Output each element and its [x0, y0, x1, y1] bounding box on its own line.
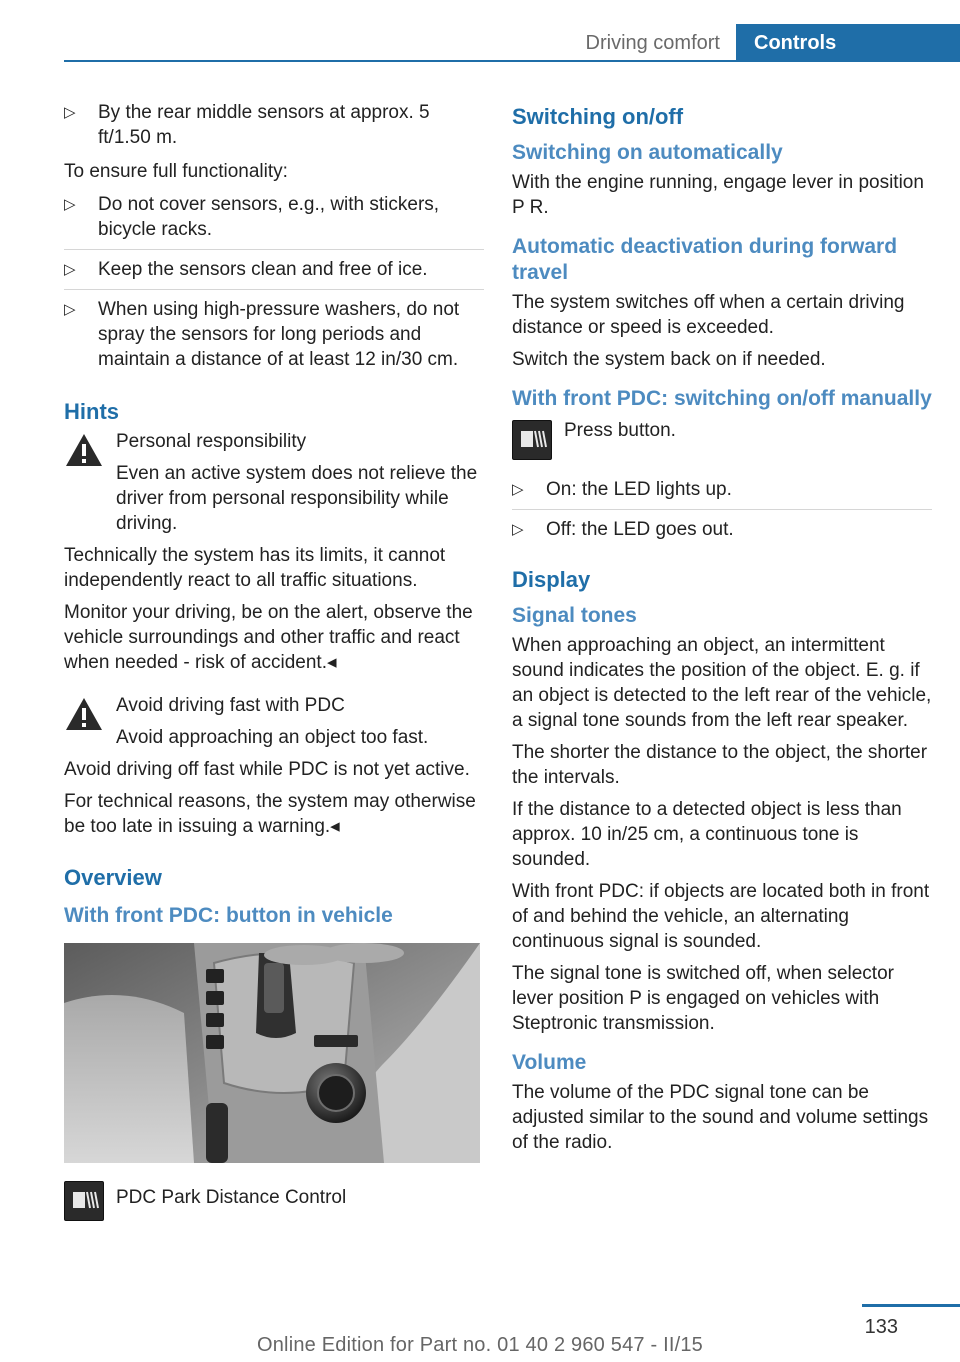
- footer-rule: [862, 1304, 960, 1307]
- heading-switching: Switching on/off: [512, 104, 684, 129]
- paragraph: Switch the system back on if needed.: [512, 349, 826, 370]
- bullet-list: [512, 476, 932, 549]
- triangle-bullet-icon: ▷: [64, 196, 76, 213]
- page-number: 133: [864, 1316, 898, 1338]
- right-column: [512, 100, 932, 1162]
- warning-icon: [64, 695, 104, 733]
- triangle-bullet-icon: ▷: [64, 301, 76, 318]
- paragraph: For technical reasons, the system may otherwise be too late in issuing a warning.◂: [64, 791, 476, 837]
- edition-note: Online Edition for Part no. 01 40 2 960 547 - II/15: [256, 1334, 704, 1356]
- console-photo: [64, 943, 480, 1163]
- heading-display: Display: [512, 567, 591, 592]
- warning-title: Personal responsibility: [116, 431, 307, 452]
- subheading-manual: With front PDC: switching on/off manually: [512, 387, 932, 410]
- triangle-bullet-icon: ▷: [512, 481, 524, 498]
- subheading-signal: Signal tones: [512, 604, 637, 627]
- warning-icon: [64, 431, 104, 469]
- left-column: [64, 100, 484, 1223]
- section-title: Driving comfort: [585, 32, 720, 54]
- subheading-volume: Volume: [512, 1051, 587, 1074]
- press-button-label: Press button.: [564, 420, 676, 441]
- paragraph: With front PDC: if objects are located both in front of and behind the vehicle, an alternating continuous signal is sounded.: [512, 881, 930, 952]
- paragraph: With the engine running, engage lever in position P R.: [512, 172, 924, 218]
- warning-block: [64, 429, 484, 536]
- list-item: ▷ Keep the sensors clean and free of ice.: [64, 257, 484, 290]
- paragraph: To ensure full functionality:: [64, 161, 288, 182]
- pdc-button-icon: [64, 1181, 104, 1221]
- subheading-auto-off: Automatic deactivation during forward travel: [512, 235, 898, 284]
- pdc-button-icon: [512, 420, 552, 460]
- list-item: ▷ When using high-pressure washers, do not spray the sensors for long periods and maintain a distance of at least 12 in/30 cm.: [64, 299, 460, 370]
- subheading-front-button: With front PDC: button in vehicle: [64, 904, 393, 927]
- paragraph: Technically the system has its limits, it cannot independently react to all traffic situations.: [64, 545, 446, 591]
- list-item: ▷ On: the LED lights up.: [512, 477, 932, 510]
- paragraph: The signal tone is switched off, when selector lever position P is engaged on vehicles with Steptronic transmission.: [512, 963, 894, 1034]
- paragraph: Avoid driving off fast while PDC is not yet active.: [64, 759, 470, 780]
- bullet-list: [64, 191, 484, 379]
- chapter-tab[interactable]: Controls: [736, 24, 960, 60]
- list-item: ▷ By the rear middle sensors at approx. 5 ft/1.50 m.: [64, 102, 430, 148]
- heading-hints: Hints: [64, 399, 119, 424]
- page-footer: [0, 1304, 960, 1362]
- warning-block: [64, 693, 484, 750]
- center-console-image: [64, 943, 480, 1163]
- paragraph: The volume of the PDC signal tone can be adjusted similar to the sound and volume settings of the radio.: [512, 1082, 929, 1153]
- paragraph: The shorter the distance to the object, the shorter the intervals.: [512, 742, 928, 788]
- header-rule: [64, 60, 960, 62]
- triangle-bullet-icon: ▷: [64, 104, 76, 121]
- triangle-bullet-icon: ▷: [64, 261, 76, 278]
- paragraph: Monitor your driving, be on the alert, observe the vehicle surroundings and other traffic and react when needed - risk of accident.◂: [64, 602, 473, 673]
- press-button-row: [512, 420, 932, 466]
- warning-title: Avoid driving fast with PDC: [116, 695, 345, 716]
- paragraph: When approaching an object, an intermittent sound indicates the position of the object. E. g. if an object is detected to the left rear of the vehicle, a signal tone sounds from the left rear speaker.: [512, 635, 932, 731]
- page-header: [0, 0, 960, 62]
- triangle-bullet-icon: ▷: [512, 521, 524, 538]
- pdc-caption-label: PDC Park Distance Control: [116, 1187, 347, 1208]
- warning-text: Even an active system does not relieve the driver from personal responsibility while driving.: [116, 463, 478, 534]
- pdc-caption: [64, 1181, 484, 1223]
- list-item: ▷ Do not cover sensors, e.g., with stickers, bicycle racks.: [64, 192, 484, 250]
- list-item: ▷ Off: the LED goes out.: [512, 519, 734, 540]
- heading-overview: Overview: [64, 865, 162, 890]
- paragraph: If the distance to a detected object is less than approx. 10 in/25 cm, a continuous tone is sounded.: [512, 799, 902, 870]
- warning-text: Avoid approaching an object too fast.: [116, 727, 429, 748]
- subheading-auto-on: Switching on automatically: [512, 141, 783, 164]
- paragraph: The system switches off when a certain driving distance or speed is exceeded.: [512, 292, 905, 338]
